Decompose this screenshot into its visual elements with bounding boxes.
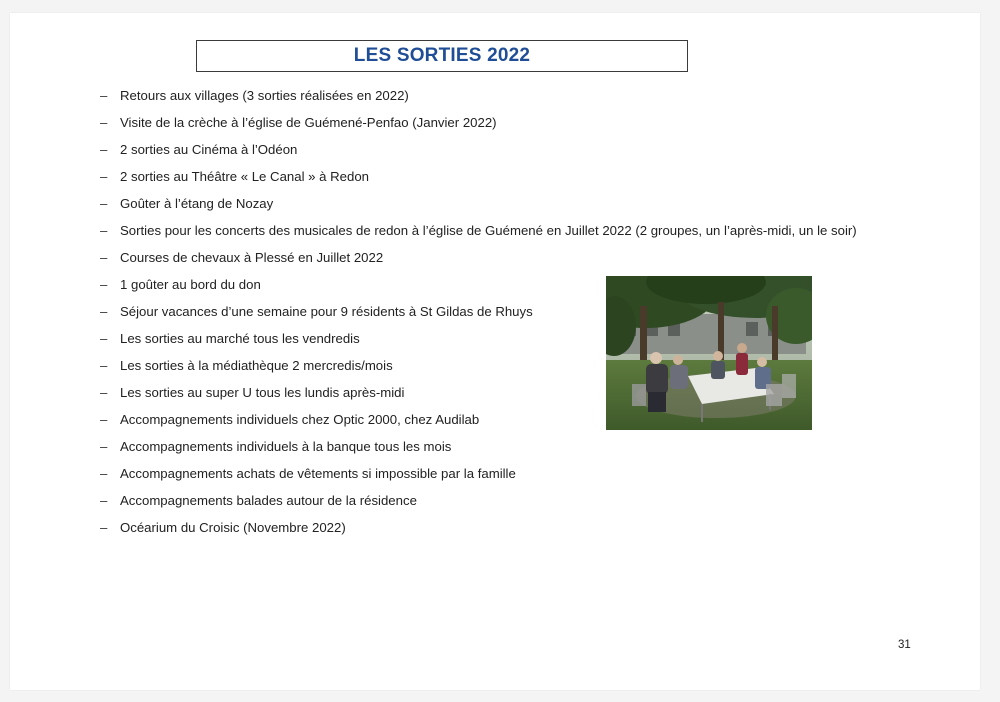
- bullet-dash: –: [100, 519, 108, 535]
- list-item-text: Retours aux villages (3 sorties réalisées en 2022): [120, 87, 409, 103]
- list-item-text: 2 sorties au Cinéma à l’Odéon: [120, 141, 298, 157]
- list-item: [100, 244, 857, 271]
- list-item-text: Les sorties au marché tous les vendredis: [120, 330, 360, 346]
- bullet-dash: –: [100, 465, 108, 481]
- list-item-text: Accompagnements achats de vêtements si impossible par la famille: [120, 465, 516, 481]
- bullet-dash: –: [100, 357, 108, 373]
- document-page: [10, 13, 980, 690]
- list-item: [100, 82, 857, 109]
- list-item: [100, 109, 857, 136]
- bullet-dash: –: [100, 114, 108, 130]
- list-item-text: Océarium du Croisic (Novembre 2022): [120, 519, 346, 535]
- list-item: [100, 460, 857, 487]
- list-item: [100, 190, 857, 217]
- bullet-dash: –: [100, 276, 108, 292]
- bullet-dash: –: [100, 222, 108, 238]
- list-item-text: 2 sorties au Théâtre « Le Canal » à Redon: [120, 168, 370, 184]
- bullet-dash: –: [100, 303, 108, 319]
- bullet-dash: –: [100, 195, 108, 211]
- list-item-text: Séjour vacances d’une semaine pour 9 résidents à St Gildas de Rhuys: [120, 303, 533, 319]
- bullet-dash: –: [100, 438, 108, 454]
- bullet-dash: –: [100, 141, 108, 157]
- list-item: [100, 433, 857, 460]
- list-item: [100, 514, 857, 541]
- list-item-text: 1 goûter au bord du don: [120, 276, 261, 292]
- bullet-dash: –: [100, 249, 108, 265]
- list-item-text: Accompagnements individuels chez Optic 2000, chez Audilab: [120, 411, 480, 427]
- list-item-text: Courses de chevaux à Plessé en Juillet 2022: [120, 249, 384, 265]
- list-item: [100, 217, 857, 244]
- list-item-text: Les sorties à la médiathèque 2 mercredis/mois: [120, 357, 393, 373]
- bullet-dash: –: [100, 87, 108, 103]
- bullet-dash: –: [100, 492, 108, 508]
- list-item-text: Sorties pour les concerts des musicales de redon à l’église de Guémené en Juillet 2022 (2 groupes, un l’après-midi, un le soir): [120, 222, 857, 238]
- bullet-dash: –: [100, 411, 108, 427]
- page-title: LES SORTIES 2022: [353, 45, 531, 66]
- list-item-text: Accompagnements balades autour de la résidence: [120, 492, 417, 508]
- list-item-text: Goûter à l’étang de Nozay: [120, 195, 274, 211]
- list-item: [100, 487, 857, 514]
- list-item-text: Visite de la crèche à l’église de Guémené-Penfao (Janvier 2022): [120, 114, 497, 130]
- list-item-text: Les sorties au super U tous les lundis après-midi: [120, 384, 405, 400]
- bullet-dash: –: [100, 168, 108, 184]
- list-item: [100, 163, 857, 190]
- title-box: [196, 40, 688, 72]
- page-number: 31: [898, 639, 911, 651]
- park-picnic-photo: [606, 276, 812, 430]
- list-item-text: Accompagnements individuels à la banque tous les mois: [120, 438, 452, 454]
- bullet-dash: –: [100, 330, 108, 346]
- bullet-dash: –: [100, 384, 108, 400]
- outing-photo: [606, 276, 812, 430]
- list-item: [100, 136, 857, 163]
